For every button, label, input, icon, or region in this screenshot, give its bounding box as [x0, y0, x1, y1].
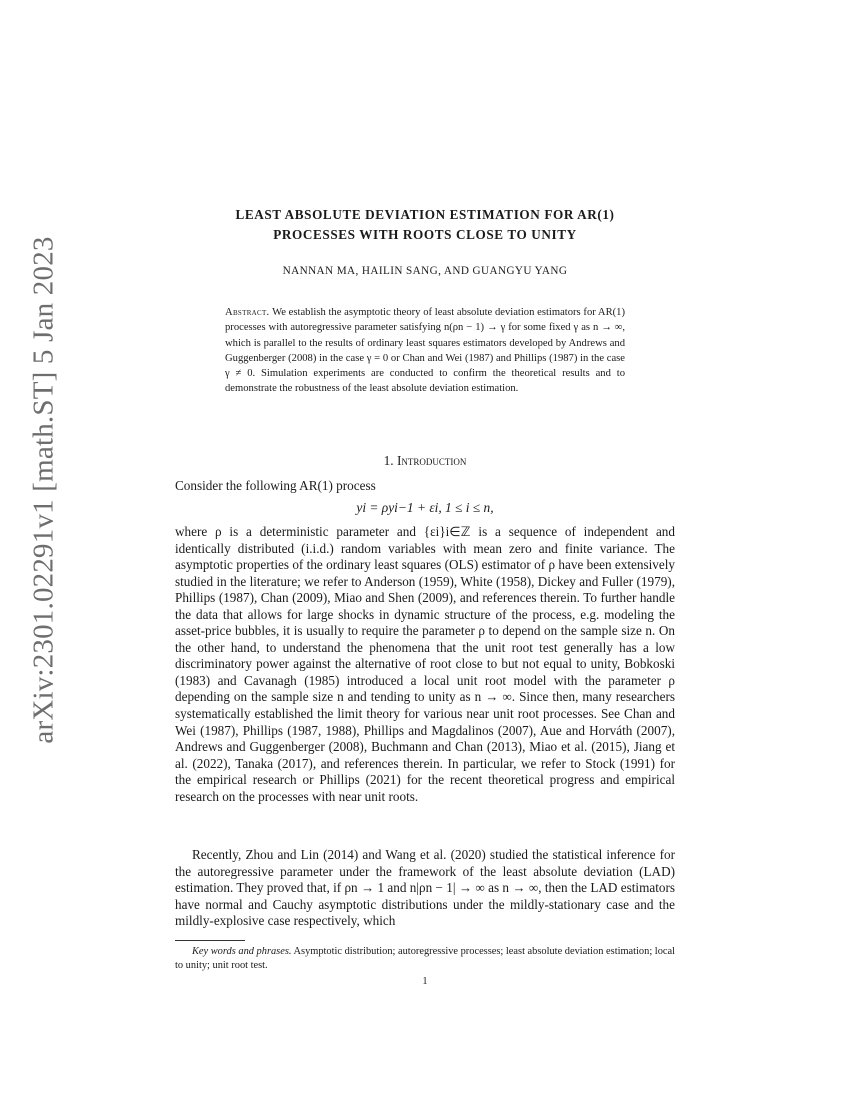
intro-paragraph-2: Recently, Zhou and Lin (2014) and Wang et al. (2020) studied the statistical inference for the autoregressive parameter under the framework of the least absolute deviation (LAD) estimation. They proved that, if ρn → 1 and n|ρn − 1| → ∞ as n → ∞, then the LAD estimators have normal and Cauchy asymptotic distributions under the mildly-stationary case and the mildly-explosive case respectively, which: [175, 847, 675, 929]
section-number: 1.: [383, 453, 394, 468]
paper-title: [150, 205, 700, 245]
footnote-label: Key words and phrases.: [192, 946, 292, 957]
ar1-equation: yi = ρyi−1 + εi, 1 ≤ i ≤ n,: [356, 500, 494, 515]
abstract-label: Abstract.: [225, 307, 270, 318]
section-title: Introduction: [396, 453, 467, 468]
footnote-divider: [175, 940, 245, 941]
intro-paragraph-1: where ρ is a deterministic parameter and {εi}i∈ℤ is a sequence of independent and identically distributed (i.i.d.) random variables with mean zero and finite variance. The asymptotic properties of the ordinary least squares (OLS) estimator of ρ have been extensively studied in the literature; we refer to Anderson (1959), White (1958), Dickey and Fuller (1979), Phillips (1987), Chan (2009), Miao and Shen (2009), and references therein. To further handle the data that allows for large shocks in dynamic structure of the process, e.g. modeling the asset-price bubbles, it is usually to require the parameter ρ to depend on the sample size n. On the other hand, to understand the phenomena that the unit root test generally has a low discriminatory power against the alternative of root close to but not equal to unity, Bobkoski (1983) and Cavanagh (1985) introduced a local unit root model with the parameter ρ depending on the sample size n and tending to unity as n → ∞. Since then, many researchers systematically established the limit theory for various near unit root processes. See Chan and Wei (1987), Phillips (1987, 1988), Phillips and Magdalinos (2007), Aue and Horváth (2007), Andrews and Guggenberger (2008), Buchmann and Chan (2013), Miao et al. (2015), Jiang et al. (2022), Tanaka (2017), and references therein. In particular, we refer to Stock (1991) for the empirical research or Phillips (2021) for the recent theoretical progress and empirical research on the processes with near unit roots.: [175, 524, 675, 804]
page-number: 1: [422, 976, 428, 987]
section-heading: [175, 453, 675, 469]
author-list: NANNAN MA, HAILIN SANG, AND GUANGYU YANG: [282, 265, 568, 277]
arxiv-side-stamp: [14, 236, 74, 744]
footnote: [175, 945, 675, 973]
intro-lead-sentence: Consider the following AR(1) process: [175, 478, 376, 493]
abstract: [225, 305, 625, 397]
title-line-2: PROCESSES WITH ROOTS CLOSE TO UNITY: [273, 227, 577, 242]
abstract-text: We establish the asymptotic theory of least absolute deviation estimators for AR(1) processes with autoregressive parameter satisfying n(ρn − 1) → γ for some fixed γ as n → ∞, which is parallel to the results of ordinary least squares estimators developed by Andrews and Guggenberger (2008) in the case γ = 0 or Chan and Wei (1987) and Phillips (1987) in the case γ ≠ 0. Simulation experiments are conducted to confirm the theoretical results and to demonstrate the robustness of the least absolute deviation estimation.: [225, 307, 625, 395]
arxiv-identifier[interactable]: arXiv:2301.02291v1 [math.ST] 5 Jan 2023: [27, 236, 60, 744]
footnote-text: Asymptotic distribution; autoregressive processes; least absolute deviation estimation; local to unity; unit root test.: [175, 946, 676, 971]
title-line-1: LEAST ABSOLUTE DEVIATION ESTIMATION FOR AR(1): [235, 207, 615, 222]
